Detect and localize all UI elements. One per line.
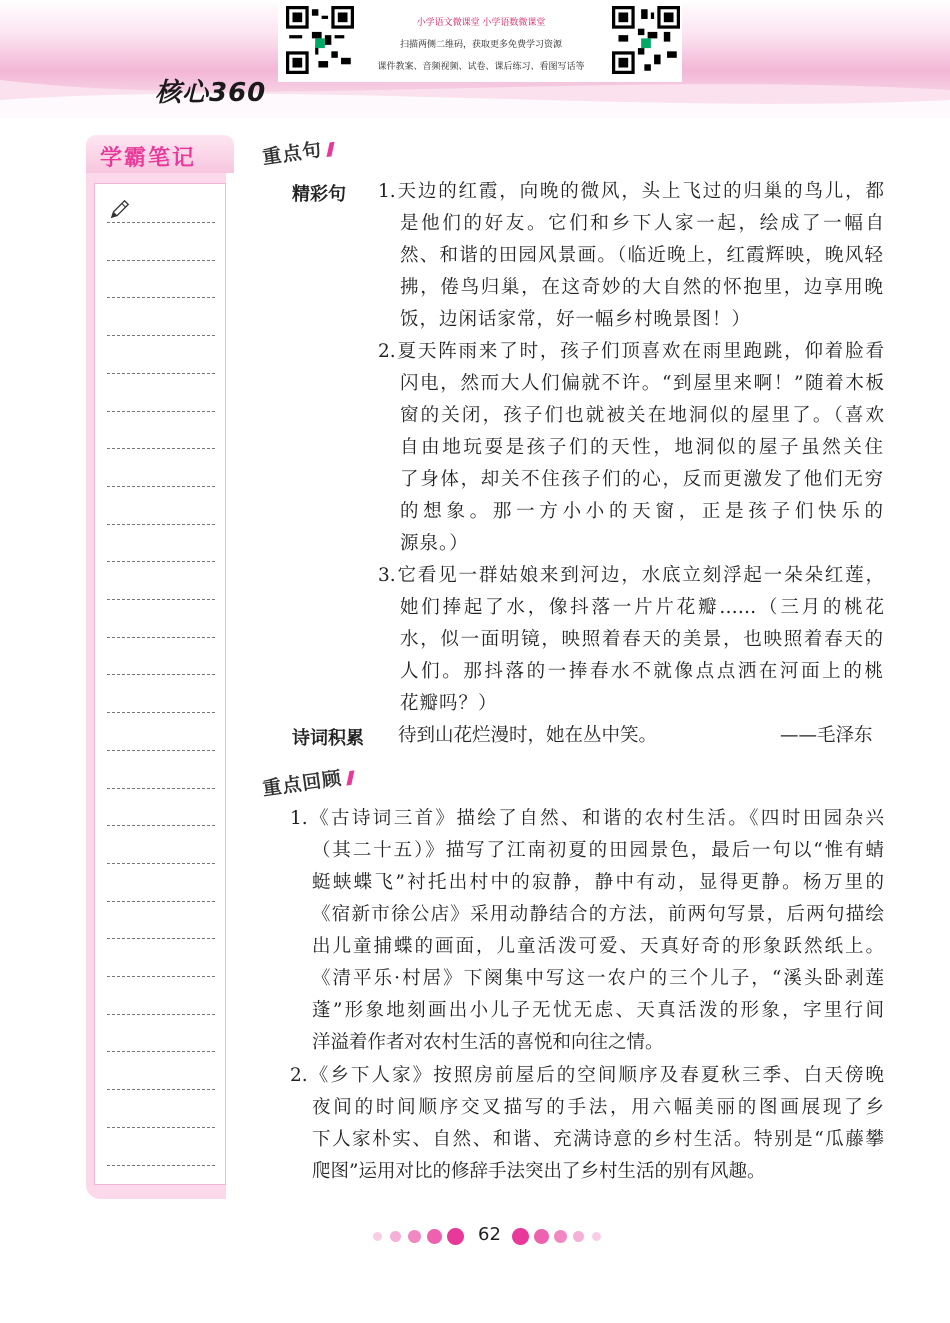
category-label-poetry: 诗词积累 bbox=[292, 728, 364, 749]
text-line: 源泉。） bbox=[400, 533, 469, 554]
section-heading-text: 重点回顾 bbox=[261, 767, 344, 801]
text-line: 3.它看见一群姑娘来到河边，水底立刻浮起一朵朵红莲， bbox=[378, 565, 884, 586]
section-heading-text: 重点句 bbox=[261, 138, 324, 169]
text-line: （其二十五）》描写了江南初夏的田园景色，最后一句以“惟有蜻 bbox=[312, 840, 884, 861]
note-rule-line bbox=[107, 901, 215, 902]
note-rule-line bbox=[107, 561, 215, 562]
accent-tick bbox=[326, 141, 334, 156]
footer-dot bbox=[408, 1230, 421, 1243]
note-rule-line bbox=[107, 1051, 215, 1052]
pencil-icon bbox=[109, 198, 131, 220]
note-rule-line bbox=[107, 448, 215, 449]
note-rule-line bbox=[107, 373, 215, 374]
text-line: 的想象。那一方小小的天窗，正是孩子们快乐的 bbox=[400, 501, 884, 522]
note-rule-line bbox=[107, 674, 215, 675]
footer-dot bbox=[373, 1232, 382, 1241]
footer-dot bbox=[554, 1230, 567, 1243]
notes-header bbox=[86, 135, 234, 173]
note-rule-line bbox=[107, 750, 215, 751]
page-number: 62 bbox=[478, 1224, 501, 1245]
section-heading-key-review bbox=[261, 762, 355, 801]
footer-dot bbox=[390, 1231, 401, 1242]
text-line: 窗的关闭，孩子们也就被关在地洞似的屋里了。（喜欢 bbox=[400, 405, 884, 426]
sentence-item-3 bbox=[378, 560, 884, 720]
note-rule-line bbox=[107, 637, 215, 638]
promo-line-3: 课件教案、音频视频、试卷、课后练习、看图写话等 bbox=[377, 62, 585, 72]
poem-author: ——毛泽东 bbox=[780, 725, 873, 746]
note-rule-line bbox=[107, 297, 215, 298]
note-rule-line bbox=[107, 976, 215, 977]
note-rule-line bbox=[107, 1127, 215, 1128]
text-line: 出儿童捕蝶的画面，儿童活泼可爱、天真好奇的形象跃然纸上。 bbox=[312, 936, 884, 957]
review-item-2 bbox=[290, 1060, 884, 1188]
text-line: 爬图”运用对比的修辞手法突出了乡村生活的别有风趣。 bbox=[312, 1161, 766, 1182]
note-rule-line bbox=[107, 411, 215, 412]
qr-code-icon[interactable] bbox=[286, 6, 354, 74]
note-rule-line bbox=[107, 1165, 215, 1166]
text-line: 她们捧起了水，像抖落一片片花瓣……（三月的桃花 bbox=[400, 597, 884, 618]
text-line: 夜间的时间顺序交叉描写的手法，用六幅美丽的图画展现了乡 bbox=[312, 1097, 884, 1118]
footer-dot bbox=[592, 1232, 601, 1241]
brand-logo: 核心360 bbox=[155, 78, 267, 108]
qr-code-icon[interactable] bbox=[612, 6, 680, 74]
note-rule-line bbox=[107, 486, 215, 487]
accent-tick bbox=[346, 770, 354, 785]
promo-banner bbox=[278, 0, 682, 82]
note-rule-line bbox=[107, 260, 215, 261]
footer-dot bbox=[512, 1228, 529, 1245]
category-label-excellent-sentences: 精彩句 bbox=[292, 184, 346, 205]
note-rule-line bbox=[107, 938, 215, 939]
note-rule-line bbox=[107, 1014, 215, 1015]
promo-line-2: 扫描两侧二维码，获取更多免费学习资源 bbox=[399, 40, 562, 50]
note-rule-line bbox=[107, 788, 215, 789]
text-line: 蓬”形象地刻画出小儿子无忧无虑、天真活泼的形象，字里行间 bbox=[312, 1000, 884, 1021]
text-line: 《宿新市徐公店》采用动静结合的方法，前两句写景，后两句描绘 bbox=[312, 904, 884, 925]
text-line: 闪电，然而大人们偏就不许。“到屋里来啊！”随着木板 bbox=[400, 373, 884, 394]
text-line: 洋溢着作者对农村生活的喜悦和向往之情。 bbox=[312, 1032, 664, 1053]
note-rule-line bbox=[107, 524, 215, 525]
text-line: 花瓣吗？） bbox=[400, 693, 498, 714]
text-line: 2.《乡下人家》按照房前屋后的空间顺序及春夏秋三季、白天傍晚 bbox=[290, 1065, 884, 1086]
notes-title: 学霸笔记 bbox=[100, 146, 197, 171]
footer-dot bbox=[573, 1231, 584, 1242]
text-line: 拂，倦鸟归巢，在这奇妙的大自然的怀抱里，边享用晚 bbox=[400, 277, 884, 298]
promo-line-1: 小学语文微课堂 小学语数微课堂 bbox=[416, 18, 546, 28]
text-line: 下人家朴实、自然、和谐、充满诗意的乡村生活。特别是“瓜藤攀 bbox=[312, 1129, 884, 1150]
text-line: 人们。那抖落的一捧春水不就像点点洒在河面上的桃 bbox=[400, 661, 884, 682]
note-rule-line bbox=[107, 712, 215, 713]
footer-dot bbox=[447, 1228, 464, 1245]
promo-text bbox=[362, 12, 600, 78]
section-heading-key-sentences bbox=[260, 133, 334, 170]
poem-line: 待到山花烂漫时，她在丛中笑。 bbox=[398, 725, 658, 746]
text-line: 是他们的好友。它们和乡下人家一起，绘成了一幅自 bbox=[400, 213, 884, 234]
note-rule-line bbox=[107, 863, 215, 864]
text-line: 1.《古诗词三首》描绘了自然、和谐的农村生活。《四时田园杂兴 bbox=[290, 808, 884, 829]
note-rule-line bbox=[107, 825, 215, 826]
review-item-1 bbox=[290, 803, 884, 1059]
footer-dot bbox=[534, 1229, 549, 1244]
text-line: 2.夏天阵雨来了时，孩子们顶喜欢在雨里跑跳，仰着脸看 bbox=[378, 341, 884, 362]
text-line: 然、和谐的田园风景画。（临近晚上，红霞辉映，晚风轻 bbox=[400, 245, 884, 266]
page-footer bbox=[0, 1222, 950, 1252]
text-line: 《清平乐·村居》下阕集中写这一农户的三个儿子，“溪头卧剥莲 bbox=[312, 968, 884, 989]
note-rule-line bbox=[107, 1089, 215, 1090]
text-line: 了身体，却关不住孩子们的心，反而更激发了他们无穷 bbox=[400, 469, 884, 490]
study-notes-sidebar bbox=[86, 135, 234, 1203]
text-line: 水，似一面明镜，映照着春天的美景，也映照着春天的 bbox=[400, 629, 884, 650]
note-rule-line bbox=[107, 335, 215, 336]
notes-frame bbox=[86, 173, 226, 1199]
sentence-item-1 bbox=[378, 176, 884, 336]
text-line: 饭，边闲话家常，好一幅乡村晚景图！） bbox=[400, 309, 752, 330]
footer-dot bbox=[427, 1229, 442, 1244]
text-line: 自由地玩耍是孩子们的天性，地洞似的屋子虽然关住 bbox=[400, 437, 884, 458]
note-rule-line bbox=[107, 599, 215, 600]
text-line: 蜓蛱蝶飞”衬托出村中的寂静，静中有动，显得更静。杨万里的 bbox=[312, 872, 884, 893]
sentence-item-2 bbox=[378, 336, 884, 560]
note-rule-line bbox=[107, 222, 215, 223]
notes-writing-area[interactable] bbox=[94, 183, 226, 1185]
text-line: 1.天边的红霞，向晚的微风，头上飞过的归巢的鸟儿，都 bbox=[378, 181, 884, 202]
